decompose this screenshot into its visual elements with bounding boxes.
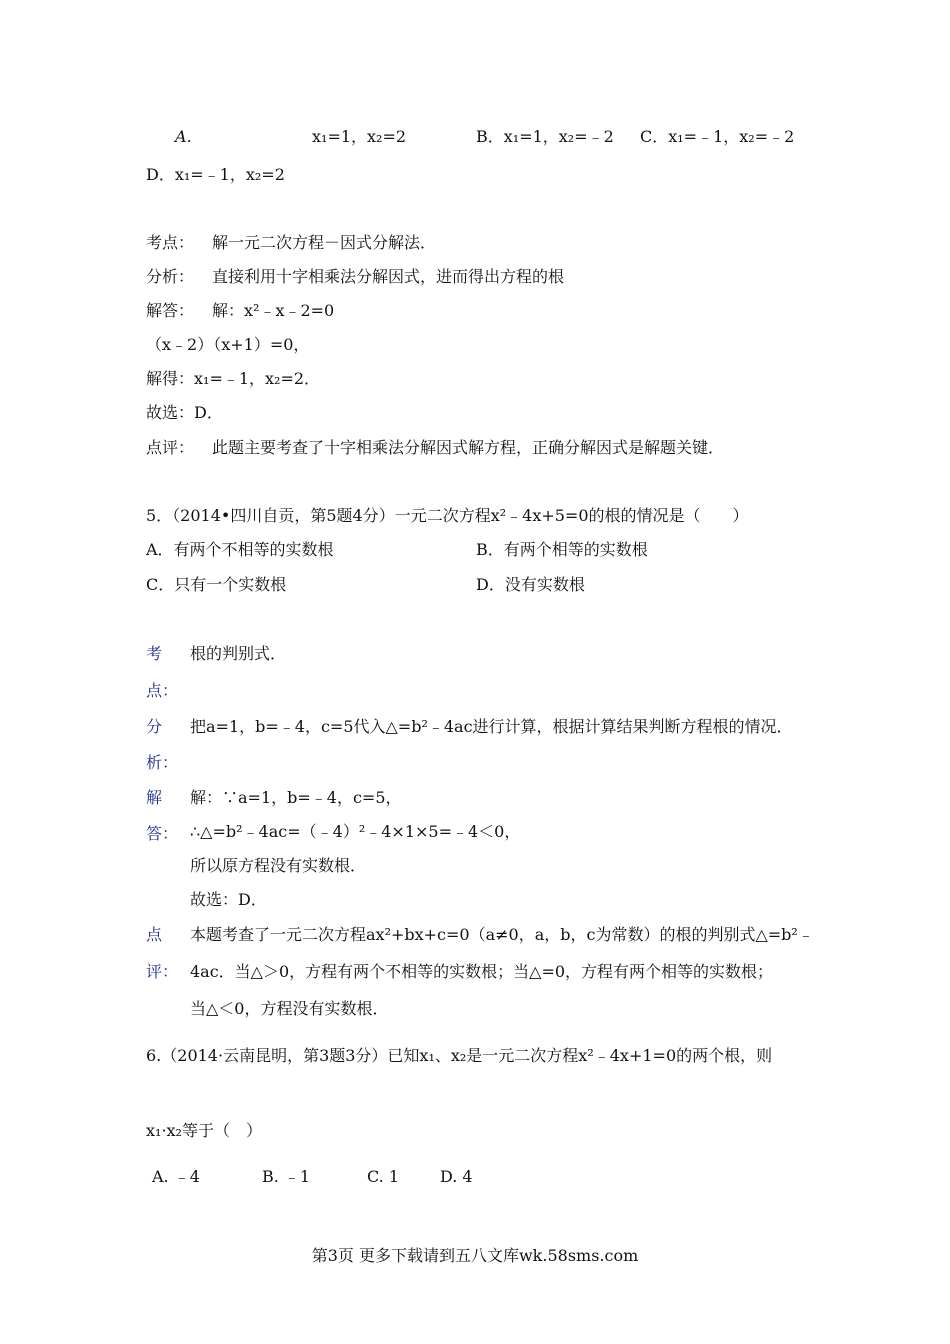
q5-kaodian-label-1: 考 [146,644,163,663]
q5-dianping-label-1: 点 [146,925,163,944]
q6-stem-line1: 6.（2014·云南昆明，第3题3分）已知x₁、x₂是一元二次方程x²﹣4x+1=0的两个根，则 [146,1046,773,1065]
q4-jieda-label: 解答： [146,301,195,320]
q5-dianping-line2: 4ac．当△＞0，方程有两个不相等的实数根；当△=0，方程有两个相等的实数根； [190,962,774,981]
q5-kaodian-text: 根的判别式． [190,644,287,663]
q4-fenxi-text: 直接利用十字相乘法分解因式，进而得出方程的根 [212,267,565,286]
q5-option-b: B．有两个相等的实数根 [476,540,648,559]
q4-dianping-label: 点评： [146,438,195,457]
q5-option-d: D．没有实数根 [476,575,585,594]
q5-kaodian-label-2: 点： [146,681,179,700]
q6-option-c: C. 1 [367,1167,400,1186]
q4-kaodian-text: 解一元二次方程－因式分解法． [212,233,437,252]
q4-option-c: C．x₁=﹣1，x₂=﹣2 [640,127,795,146]
q5-stem: 5．（2014•四川自贡，第5题4分）一元二次方程x²﹣4x+5=0的根的情况是（ ） [146,506,749,525]
q5-fenxi-label-2: 析： [146,753,179,772]
q6-option-d: D. 4 [440,1167,473,1186]
q6-option-b: B. ﹣1 [262,1167,311,1186]
q5-fenxi-label-1: 分 [146,717,163,736]
q5-jieda-line3: 所以原方程没有实数根． [190,856,367,875]
q5-fenxi-text: 把a=1，b=﹣4，c=5代入△=b²﹣4ac进行计算，根据计算结果判断方程根的情况． [190,717,793,736]
q4-option-d: D．x₁=﹣1，x₂=2 [146,165,285,184]
q4-dianping-text: 此题主要考查了十字相乘法分解因式解方程，正确分解因式是解题关键． [212,438,725,457]
q4-jieda-line1: 解：x²﹣x﹣2=0 [212,301,335,320]
q4-jieda-line4: 故选：D． [146,403,223,422]
q5-jieda-line1: 解：∵a=1，b=﹣4，c=5， [190,788,402,807]
q5-dianping-line1: 本题考查了一元二次方程ax²+bx+c=0（a≠0，a，b，c为常数）的根的判别式△=b²﹣ [190,925,814,944]
q5-jieda-line2: ∴△=b²﹣4ac=（﹣4）²﹣4×1×5=﹣4＜0， [190,822,521,841]
page-footer: 第3页 更多下载请到五八文库wk.58sms.com [311,1246,639,1265]
q4-option-a-letter: A． [175,127,203,146]
q5-option-c: C．只有一个实数根 [146,575,287,594]
q5-dianping-label-2: 评： [146,962,179,981]
q5-option-a: A．有两个不相等的实数根 [146,540,334,559]
q4-fenxi-label: 分析： [146,267,195,286]
q5-dianping-line3: 当△＜0，方程没有实数根． [190,999,389,1018]
q5-jieda-label-2: 答： [146,824,179,843]
q6-option-a: A. ﹣4 [152,1167,200,1186]
q4-jieda-line3: 解得：x₁=﹣1，x₂=2． [146,369,321,388]
q4-option-a: x₁=1，x₂=2 [312,127,407,146]
q4-kaodian-label: 考点： [146,233,195,252]
q5-jieda-label-1: 解 [146,788,163,807]
q6-stem-line2: x₁·x₂等于（ ） [146,1121,262,1140]
q5-jieda-line4: 故选：D． [190,890,267,909]
q4-option-b: B．x₁=1，x₂=﹣2 [476,127,614,146]
q4-jieda-line2: （x﹣2）（x+1）=0， [146,335,310,354]
